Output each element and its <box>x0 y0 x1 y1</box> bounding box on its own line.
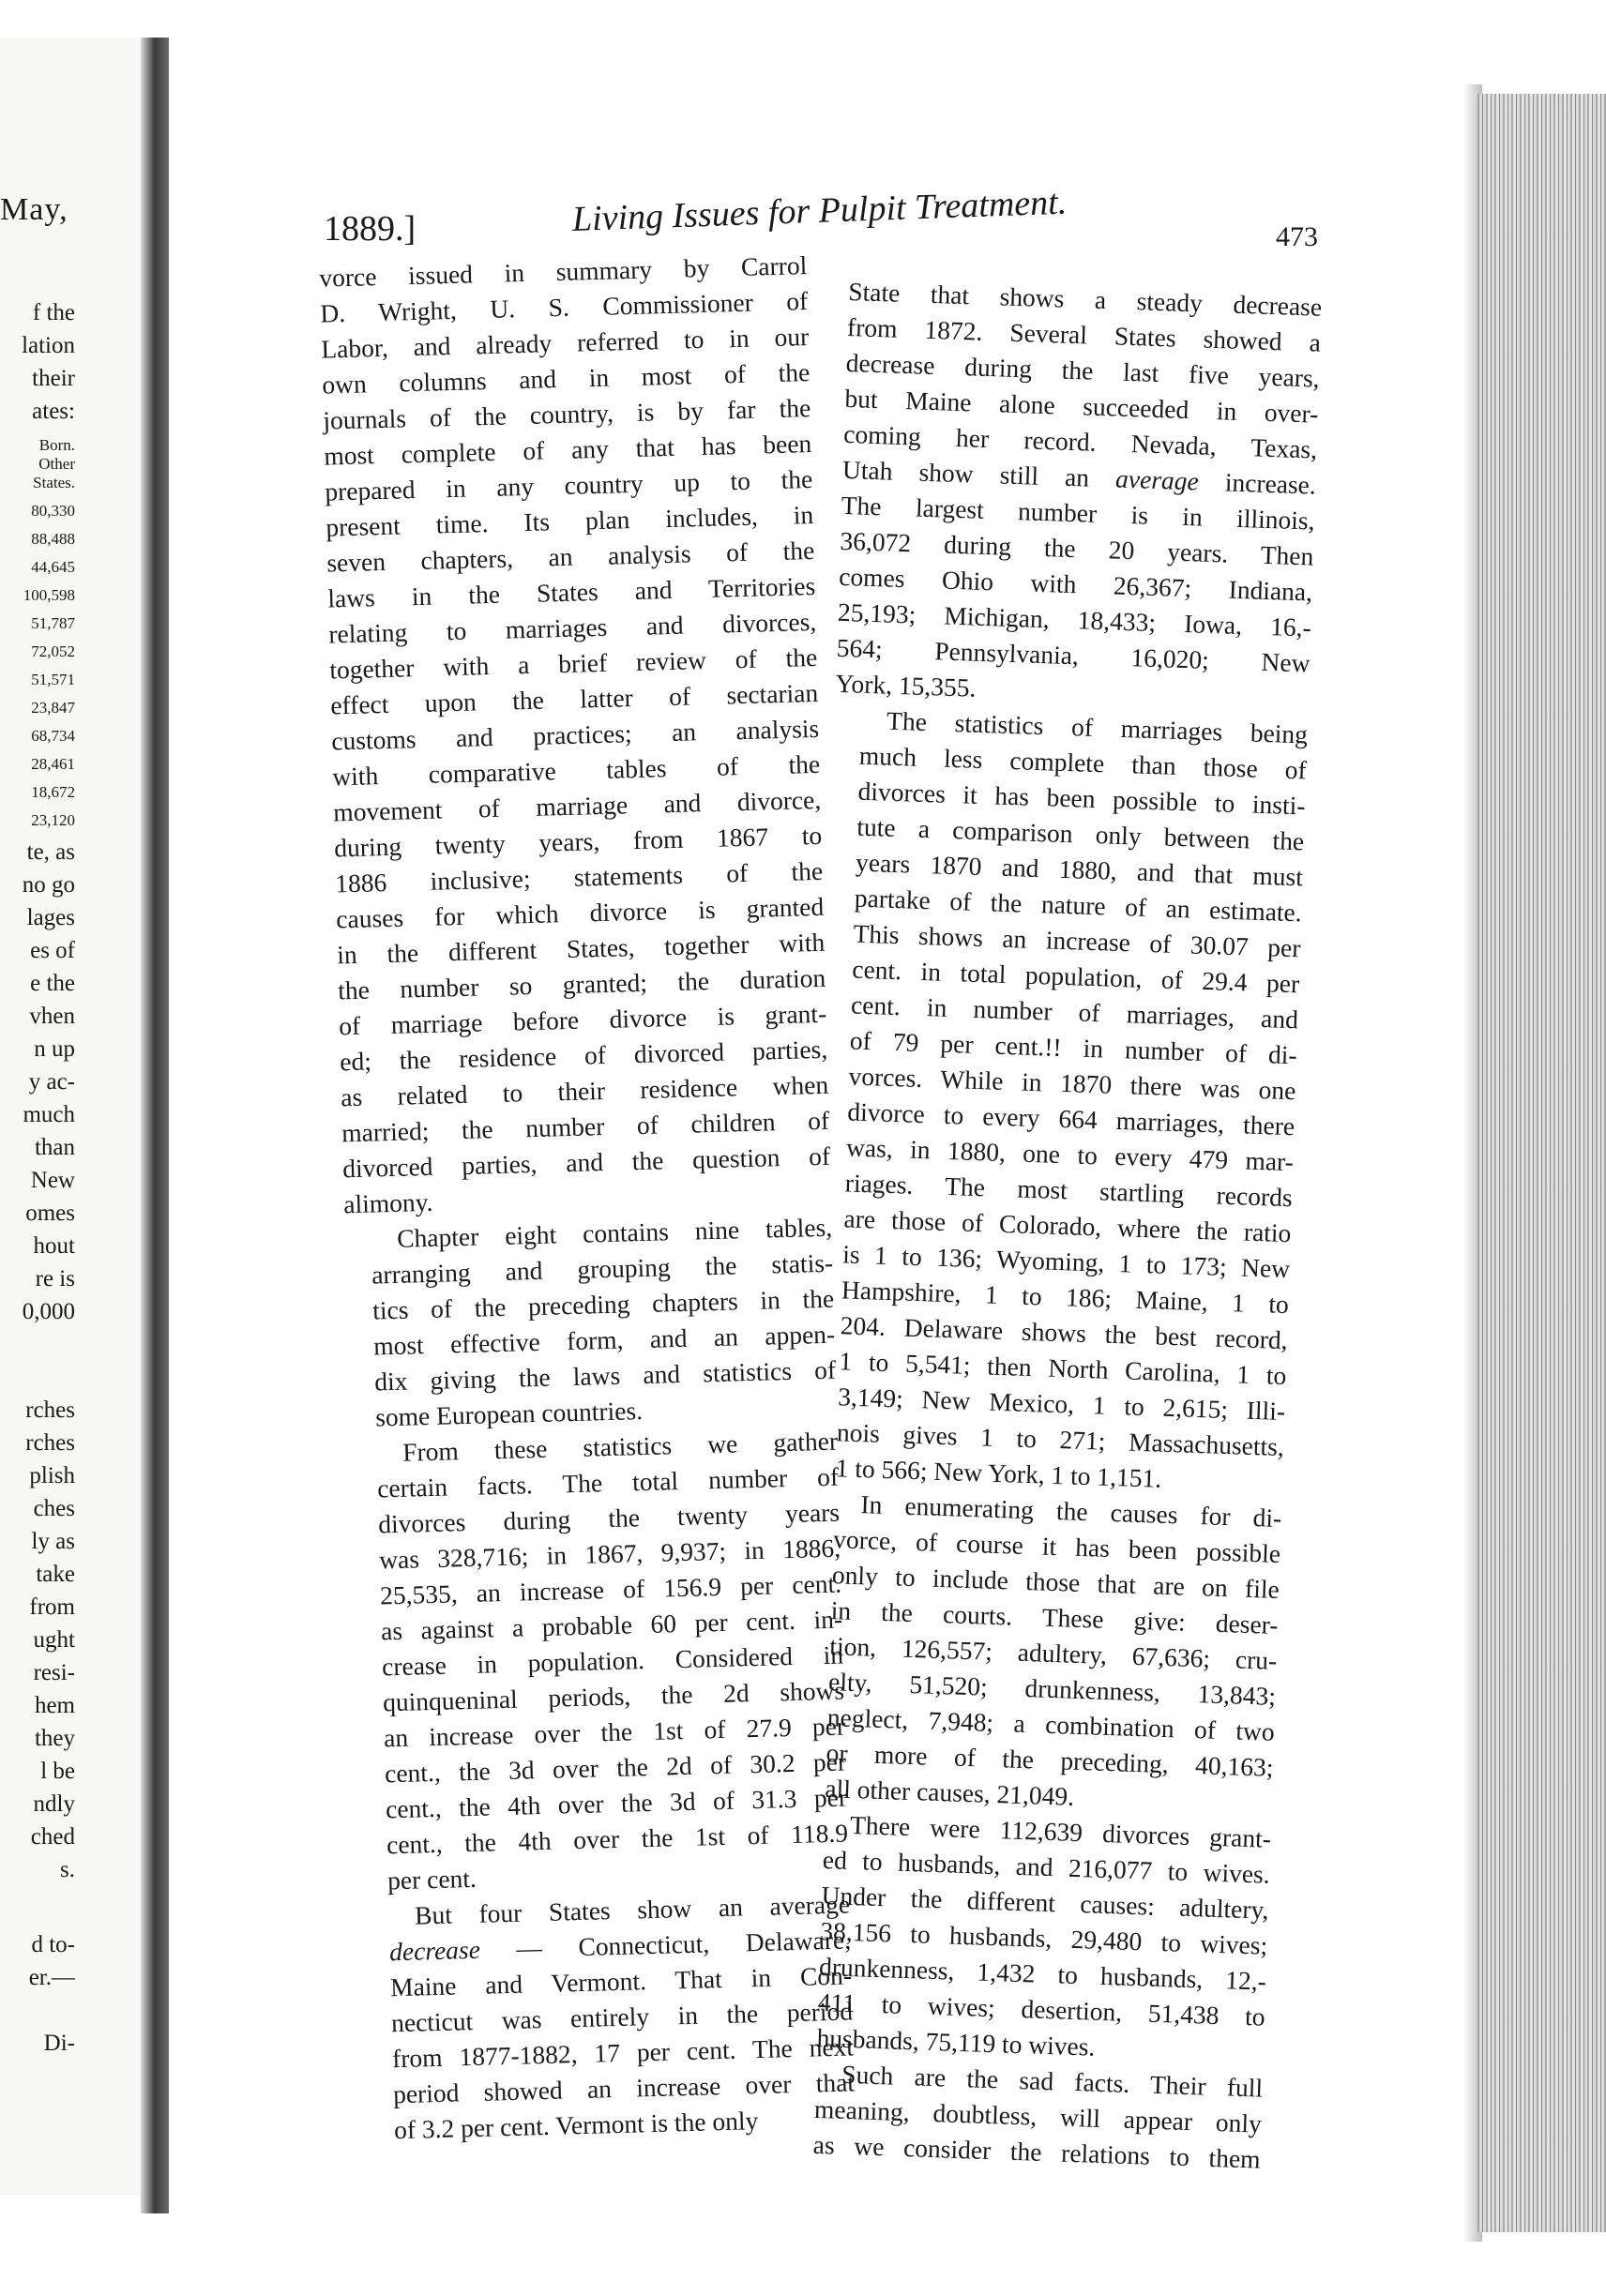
page-number: 473 <box>1276 221 1318 252</box>
text-line: partake of the nature of an estimate. <box>854 883 1303 928</box>
facing-page-fragment: no go <box>22 872 75 898</box>
text-line: elty, 51,520; drunkenness, 13,843; <box>827 1667 1277 1711</box>
text-line: laws in the States and Territories <box>326 570 816 613</box>
text-line: 36,072 during the 20 years. Then <box>840 525 1314 571</box>
text-line: period showed an increase over that <box>392 2067 856 2109</box>
text-line: cent., the 3d over the 2d of 30.2 per <box>384 1746 847 1789</box>
facing-page-fragment: hem <box>34 1693 75 1718</box>
text-line: ed; the residence of divorced parties, <box>339 1034 828 1077</box>
text-line: all other causes, 21,049. <box>824 1774 1075 1811</box>
facing-page-fragment: their <box>32 366 75 391</box>
facing-page-fragment: 51,787 <box>31 614 75 632</box>
facing-page-fragment: ched <box>30 1824 75 1850</box>
facing-page-fragment: 44,645 <box>31 558 75 576</box>
facing-page-fragment: y ac- <box>28 1069 75 1095</box>
text-line: in the courts. These give: deser- <box>830 1595 1280 1639</box>
text-line: York, 15,355. <box>835 668 977 702</box>
facing-page-fragment: ught <box>33 1627 75 1653</box>
text-line: effect upon the latter of sectarian <box>329 677 819 720</box>
facing-page-fragment: 88,488 <box>31 530 75 548</box>
text-line: neglect, 7,948; a combination of two <box>826 1702 1276 1746</box>
text-line: Labor, and already referred to in our <box>320 322 810 364</box>
text-line: cent., the 4th over the 1st of 118.9 <box>386 1818 849 1860</box>
text-line: divorces it has been possible to insti- <box>857 776 1306 821</box>
text-line: in the different States, together with <box>336 927 826 970</box>
text-line: 564; Pennsylvania, 16,020; New <box>836 632 1311 678</box>
text-line: was, in 1880, one to every 479 mar- <box>845 1132 1295 1177</box>
text-line: In enumerating the causes for di- <box>860 1489 1282 1533</box>
facing-page-fragment: ches <box>33 1496 75 1521</box>
text-line: relating to marriages and divorces, <box>327 606 817 649</box>
facing-page-fragment: ly as <box>31 1529 75 1554</box>
text-line: 1 to 5,541; then North Carolina, 1 to <box>839 1346 1287 1391</box>
text-line: nois gives 1 to 271; Massachusetts, <box>836 1417 1285 1462</box>
facing-page-fragment: lation <box>22 333 75 358</box>
text-line: comes Ohio with 26,367; Indiana, <box>838 561 1313 607</box>
text-line: prepared in any country up to the <box>324 463 813 506</box>
running-head <box>169 182 1482 253</box>
facing-page-fragment: e the <box>30 971 75 996</box>
facing-page-fragment: 18,672 <box>31 783 75 801</box>
text-line: Maine and Vermont. That in Con- <box>389 1960 853 2002</box>
text-line: as we consider the relations to them <box>812 2129 1262 2174</box>
text-line: of 79 per cent.!! in number of di- <box>849 1025 1298 1070</box>
text-line: necticut was entirely in the period <box>390 1996 854 2038</box>
text-line: 1886 inclusive; statements of the <box>334 855 824 899</box>
text-line: divorce to every 664 marriages, there <box>846 1096 1295 1141</box>
text-line: married; the number of children of <box>341 1105 830 1148</box>
text-line: years 1870 and 1880, and that must <box>855 847 1304 892</box>
text-line: From these statistics we gather <box>402 1426 839 1467</box>
text-line: are those of Colorado, where the ratio <box>843 1203 1292 1248</box>
facing-page-fragment: er.— <box>28 1965 75 1990</box>
facing-page-fragment: re is <box>35 1266 75 1292</box>
text-line: much less complete than those of <box>858 740 1308 785</box>
text-line: cent. in number of marriages, and <box>850 989 1299 1035</box>
facing-page-fragment: rches <box>25 1430 75 1456</box>
text-line: quinqueninal periods, the 2d shows <box>382 1675 845 1717</box>
text-line: vorce, of course it has been possible <box>832 1524 1281 1568</box>
text-line: decrease during the last five years, <box>845 347 1321 393</box>
text-line: during twenty years, from 1867 to <box>333 820 823 863</box>
facing-page-fragment: 23,847 <box>31 699 75 717</box>
text-line: 38,156 to husbands, 29,480 to wives; <box>819 1915 1268 1960</box>
facing-page-fragment: States. <box>33 474 75 491</box>
text-line: There were 112,639 divorces grant- <box>849 1809 1272 1853</box>
facing-page-header: May, <box>0 192 68 227</box>
paragraph <box>798 1485 1282 1821</box>
facing-page-fragment: s. <box>60 1857 75 1882</box>
paragraph <box>362 1886 856 2149</box>
text-line: This shows an increase of 30.07 per <box>853 918 1301 963</box>
text-line: tion, 126,557; adultery, 67,636; cru- <box>828 1631 1278 1675</box>
text-line: coming her record. Nevada, Texas, <box>842 418 1318 464</box>
facing-page-fragment: te, as <box>26 839 75 865</box>
text-line: husbands, 75,119 to wives. <box>816 2022 1096 2062</box>
paragraph <box>809 702 1308 1501</box>
facing-page-fragment: 51,571 <box>31 671 75 688</box>
facing-page-fragment: 23,120 <box>31 811 75 829</box>
text-line: decrease — Connecticut, Delaware, <box>388 1925 852 1967</box>
paragraph <box>319 248 832 1222</box>
text-line: seven chapters, an analysis of the <box>326 535 815 578</box>
facing-page-fragment: Other <box>38 455 75 473</box>
facing-page-fragment: 0,000 <box>22 1299 75 1324</box>
text-line: of marriage before divorce is grant- <box>338 998 827 1041</box>
facing-page-fragment: f the <box>32 300 75 325</box>
paragraph <box>835 274 1323 717</box>
facing-page-fragment: Born. <box>38 436 75 454</box>
facing-page-fragment: much <box>23 1102 75 1127</box>
text-line: But four States show an average <box>414 1889 851 1930</box>
text-line: dix giving the laws and statistics of <box>373 1354 837 1397</box>
text-line: tute a comparison only between the <box>856 811 1305 856</box>
facing-page-fragment: 100,598 <box>23 586 75 604</box>
text-line: Such are the sad facts. Their full <box>841 2059 1264 2103</box>
text-line: meaning, doubtless, will appear only <box>813 2093 1263 2138</box>
text-line: 1 to 566; New York, 1 to 1,151. <box>835 1453 1162 1493</box>
facing-page-fragment: than <box>34 1135 75 1160</box>
text-line: an increase over the 1st of 27.9 per <box>383 1711 846 1753</box>
text-line: drunkenness, 1,432 to husbands, 12,- <box>818 1951 1267 1996</box>
text-line: from 1877-1882, 17 per cent. The next <box>391 2032 855 2074</box>
facing-page-fragment: omes <box>25 1201 75 1226</box>
facing-page-fragment: vhen <box>29 1004 75 1029</box>
text-line: tics of the preceding chapters in the <box>371 1283 835 1325</box>
text-line: alimony. <box>342 1186 433 1219</box>
text-line: as related to their residence when <box>340 1069 829 1112</box>
facing-page-fragment: ndly <box>33 1791 75 1817</box>
text-line: cent., the 4th over the 3d of 31.3 per <box>385 1782 848 1824</box>
text-line: The largest number is in illinois, <box>841 490 1316 536</box>
text-line: crease in population. Considered in <box>381 1639 844 1682</box>
facing-page-fragment: 72,052 <box>31 642 75 660</box>
text-line: customs and practices; an analysis <box>330 713 820 756</box>
facing-page-fragment: plish <box>29 1463 75 1488</box>
facing-page-fragment: lages <box>26 905 75 930</box>
facing-page-fragment: resi- <box>33 1660 75 1685</box>
text-line: causes for which divorce is granted <box>335 891 825 934</box>
facing-page-fragment: Di- <box>43 2031 75 2056</box>
text-line: with comparative tables of the <box>331 748 821 792</box>
text-line: the number so granted; the duration <box>337 962 826 1005</box>
text-line: only to include those that are on file <box>831 1560 1280 1604</box>
paragraph <box>344 1210 838 1437</box>
text-line: divorced parties, and the question of <box>341 1140 831 1184</box>
text-line: State that shows a steady decrease <box>847 276 1323 322</box>
text-line: movement of marriage and divorce, <box>332 784 822 827</box>
facing-page-fragment: d to- <box>31 1932 75 1957</box>
text-line: Utah show still an average increase. <box>841 454 1317 500</box>
page-edge <box>1477 94 1606 2232</box>
text-line: most complete of any that has been <box>323 428 812 471</box>
running-head-year: 1889.] <box>324 209 417 249</box>
text-line: 204. Delaware shows the best record, <box>840 1310 1289 1355</box>
text-line: Chapter eight contains nine tables, <box>396 1212 833 1253</box>
text-line: riages. The most startling records <box>844 1168 1294 1213</box>
text-line: arranging and grouping the statis- <box>371 1247 834 1290</box>
paragraph <box>786 2055 1264 2178</box>
text-line: The statistics of marriages being <box>886 705 1309 749</box>
text-line: per cent. <box>386 1863 477 1896</box>
text-line: vorces. While in 1870 there was one <box>848 1061 1296 1106</box>
facing-page-fragment: 68,734 <box>31 727 75 745</box>
text-line: of 3.2 per cent. Vermont is the only <box>393 2106 759 2145</box>
text-line: certain facts. The total number of <box>376 1461 840 1503</box>
text-line: vorce issued in summary by Carrol <box>318 250 808 293</box>
text-line: as against a probable 60 per cent. in- <box>380 1604 843 1646</box>
text-line: is 1 to 136; Wyoming, 1 to 173; New <box>841 1239 1291 1284</box>
facing-page-fragment: es of <box>30 938 75 963</box>
facing-page-fragment: they <box>34 1726 75 1751</box>
text-line: Hampshire, 1 to 186; Maine, 1 to <box>841 1275 1290 1320</box>
text-line: present time. Its plan includes, in <box>325 499 814 542</box>
right-text-column <box>786 274 1336 2178</box>
text-line: journals of the country, is by far the <box>322 393 811 435</box>
left-text-column <box>56 247 884 2155</box>
text-line: but Maine alone succeeded in over- <box>844 383 1319 429</box>
text-line: was 328,716; in 1867, 9,937; in 1886, <box>378 1533 841 1575</box>
text-line: cent. in total population, of 29.4 per <box>851 954 1300 999</box>
text-line: or more of the preceding, 40,163; <box>826 1738 1274 1782</box>
facing-page-fragment: ates: <box>32 399 75 424</box>
text-line: 411 to wives; desertion, 51,438 to <box>817 1986 1266 2032</box>
text-line: ed to husbands, and 216,077 to wives. <box>822 1845 1271 1889</box>
text-line: own columns and in most of the <box>321 357 811 400</box>
text-line: from 1872. Several States showed a <box>846 311 1322 357</box>
text-line: most effective form, and an appen- <box>372 1319 836 1361</box>
facing-page-fragment: n up <box>34 1036 75 1062</box>
text-line: together with a brief review of the <box>328 642 818 685</box>
running-head-title: Living Issues for Pulpit Treatment. <box>571 182 1068 239</box>
book-page <box>169 56 1473 2242</box>
text-line: divorces during the twenty years <box>377 1497 841 1539</box>
text-line: 25,193; Michigan, 18,433; Iowa, 16,- <box>837 597 1312 642</box>
text-line: D. Wright, U. S. Commissioner of <box>319 286 809 328</box>
facing-page-fragment: take <box>36 1562 75 1587</box>
facing-page-fragment: 80,330 <box>31 502 75 520</box>
text-line: some European countries. <box>374 1396 644 1432</box>
facing-page-fragment: l be <box>40 1759 75 1784</box>
text-line: Under the different causes: adultery, <box>821 1880 1269 1925</box>
paragraph <box>790 1805 1272 2071</box>
facing-page-fragment: New <box>30 1168 75 1193</box>
facing-page-fragment: rches <box>25 1397 75 1423</box>
paragraph <box>350 1424 850 1899</box>
facing-page-fragment: 28,461 <box>31 755 75 773</box>
text-line: 25,535, an increase of 156.9 per cent. <box>379 1568 842 1610</box>
text-line: 3,149; New Mexico, 1 to 2,615; Illi- <box>837 1382 1286 1427</box>
facing-page-fragment: from <box>29 1594 75 1620</box>
facing-page-fragment: hout <box>33 1233 75 1259</box>
